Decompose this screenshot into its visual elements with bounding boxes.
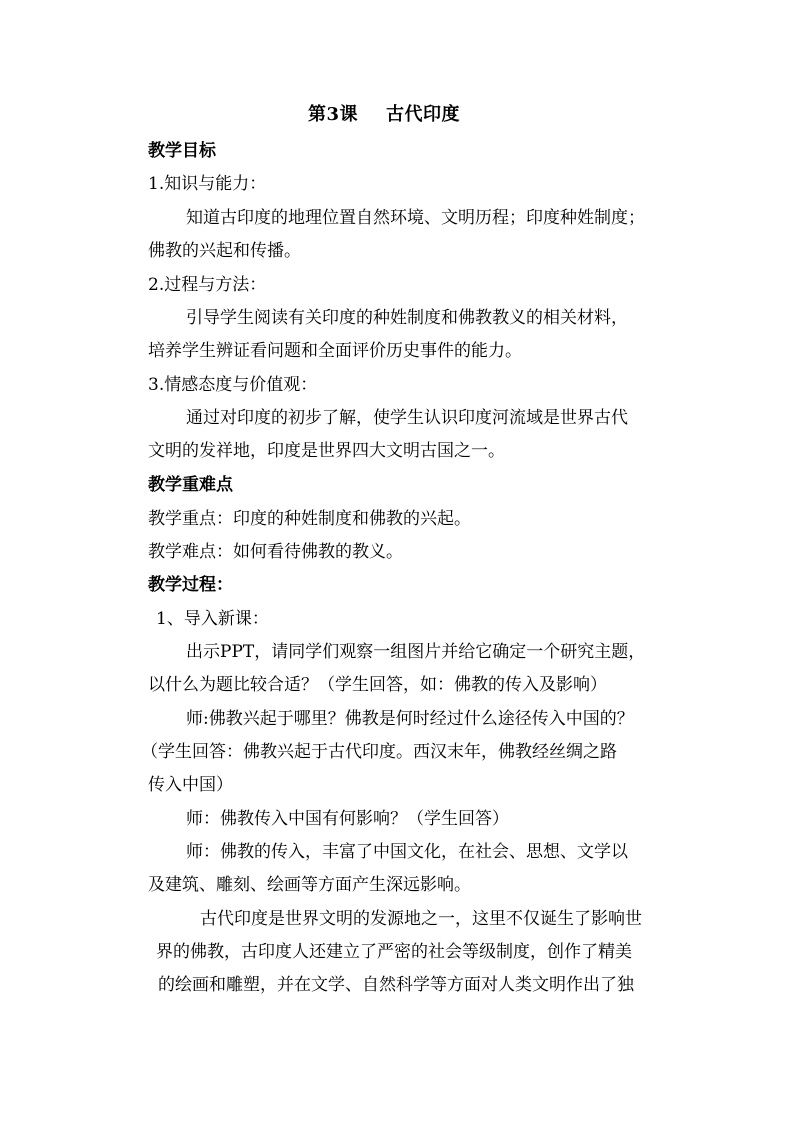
process-step-1-line-1: 出示PPT，请同学们观察一组图片并给它确定一个研究主题， (186, 642, 646, 662)
goal-section-1-line-1: 知道古印度的地理位置自然环境、文明历程；印度种姓制度； (186, 208, 645, 228)
paragraph-line-2: 界的佛教，古印度人还建立了严密的社会等级制度，创作了精美 (156, 942, 632, 962)
process-step-1-label: 1、导入新课： (156, 609, 269, 629)
difficult-point-line: 教学难点：如何看待佛教的教义。 (148, 542, 403, 562)
teacher-question-1-line-3: 传入中国） (148, 775, 233, 795)
goal-section-1-label: 1.知识与能力： (148, 174, 267, 194)
heading-key-points: 教学重难点 (148, 475, 233, 495)
goal-section-1-line-2: 佛教的兴起和传播。 (148, 241, 301, 261)
heading-teaching-process: 教学过程： (148, 575, 233, 595)
goal-section-3-line-2: 文明的发祥地，印度是世界四大文明古国之一。 (148, 441, 505, 461)
goal-section-2-line-2: 培养学生辨证看问题和全面评价历史事件的能力。 (148, 341, 522, 361)
lesson-number: 第3课 (308, 104, 359, 125)
teacher-question-1-line-2: （学生回答：佛教兴起于古代印度。西汉末年，佛教经丝绸之路 (141, 742, 617, 762)
goal-section-3-label: 3.情感态度与价值观： (148, 375, 318, 395)
teacher-question-1-line-1: 师:佛教兴起于哪里？佛教是何时经过什么途径传入中国的？ (186, 709, 634, 729)
teacher-statement-line-1: 师：佛教的传入，丰富了中国文化，在社会、思想、文学以 (186, 842, 628, 862)
goal-section-3-line-1: 通过对印度的初步了解，使学生认识印度河流域是世界古代 (186, 408, 628, 428)
lesson-name: 古代印度 (386, 104, 461, 125)
paragraph-line-3: 的绘画和雕塑，并在文学、自然科学等方面对人类文明作出了独 (158, 975, 634, 995)
lesson-title (308, 104, 460, 126)
heading-teaching-goals: 教学目标 (148, 141, 216, 161)
process-step-1-line-2: 以什么为题比较合适？（学生回答，如：佛教的传入及影响） (148, 675, 607, 695)
paragraph-line-1: 古代印度是世界文明的发源地之一，这里不仅诞生了影响世 (200, 909, 642, 929)
teacher-statement-line-2: 及建筑、雕刻、绘画等方面产生深远影响。 (148, 875, 471, 895)
goal-section-2-line-1: 引导学生阅读有关印度的种姓制度和佛教教义的相关材料， (186, 308, 628, 328)
key-point-line: 教学重点：印度的种姓制度和佛教的兴起。 (148, 509, 471, 529)
teacher-question-2: 师：佛教传入中国有何影响？（学生回答） (186, 809, 509, 829)
goal-section-2-label: 2.过程与方法： (148, 275, 267, 295)
